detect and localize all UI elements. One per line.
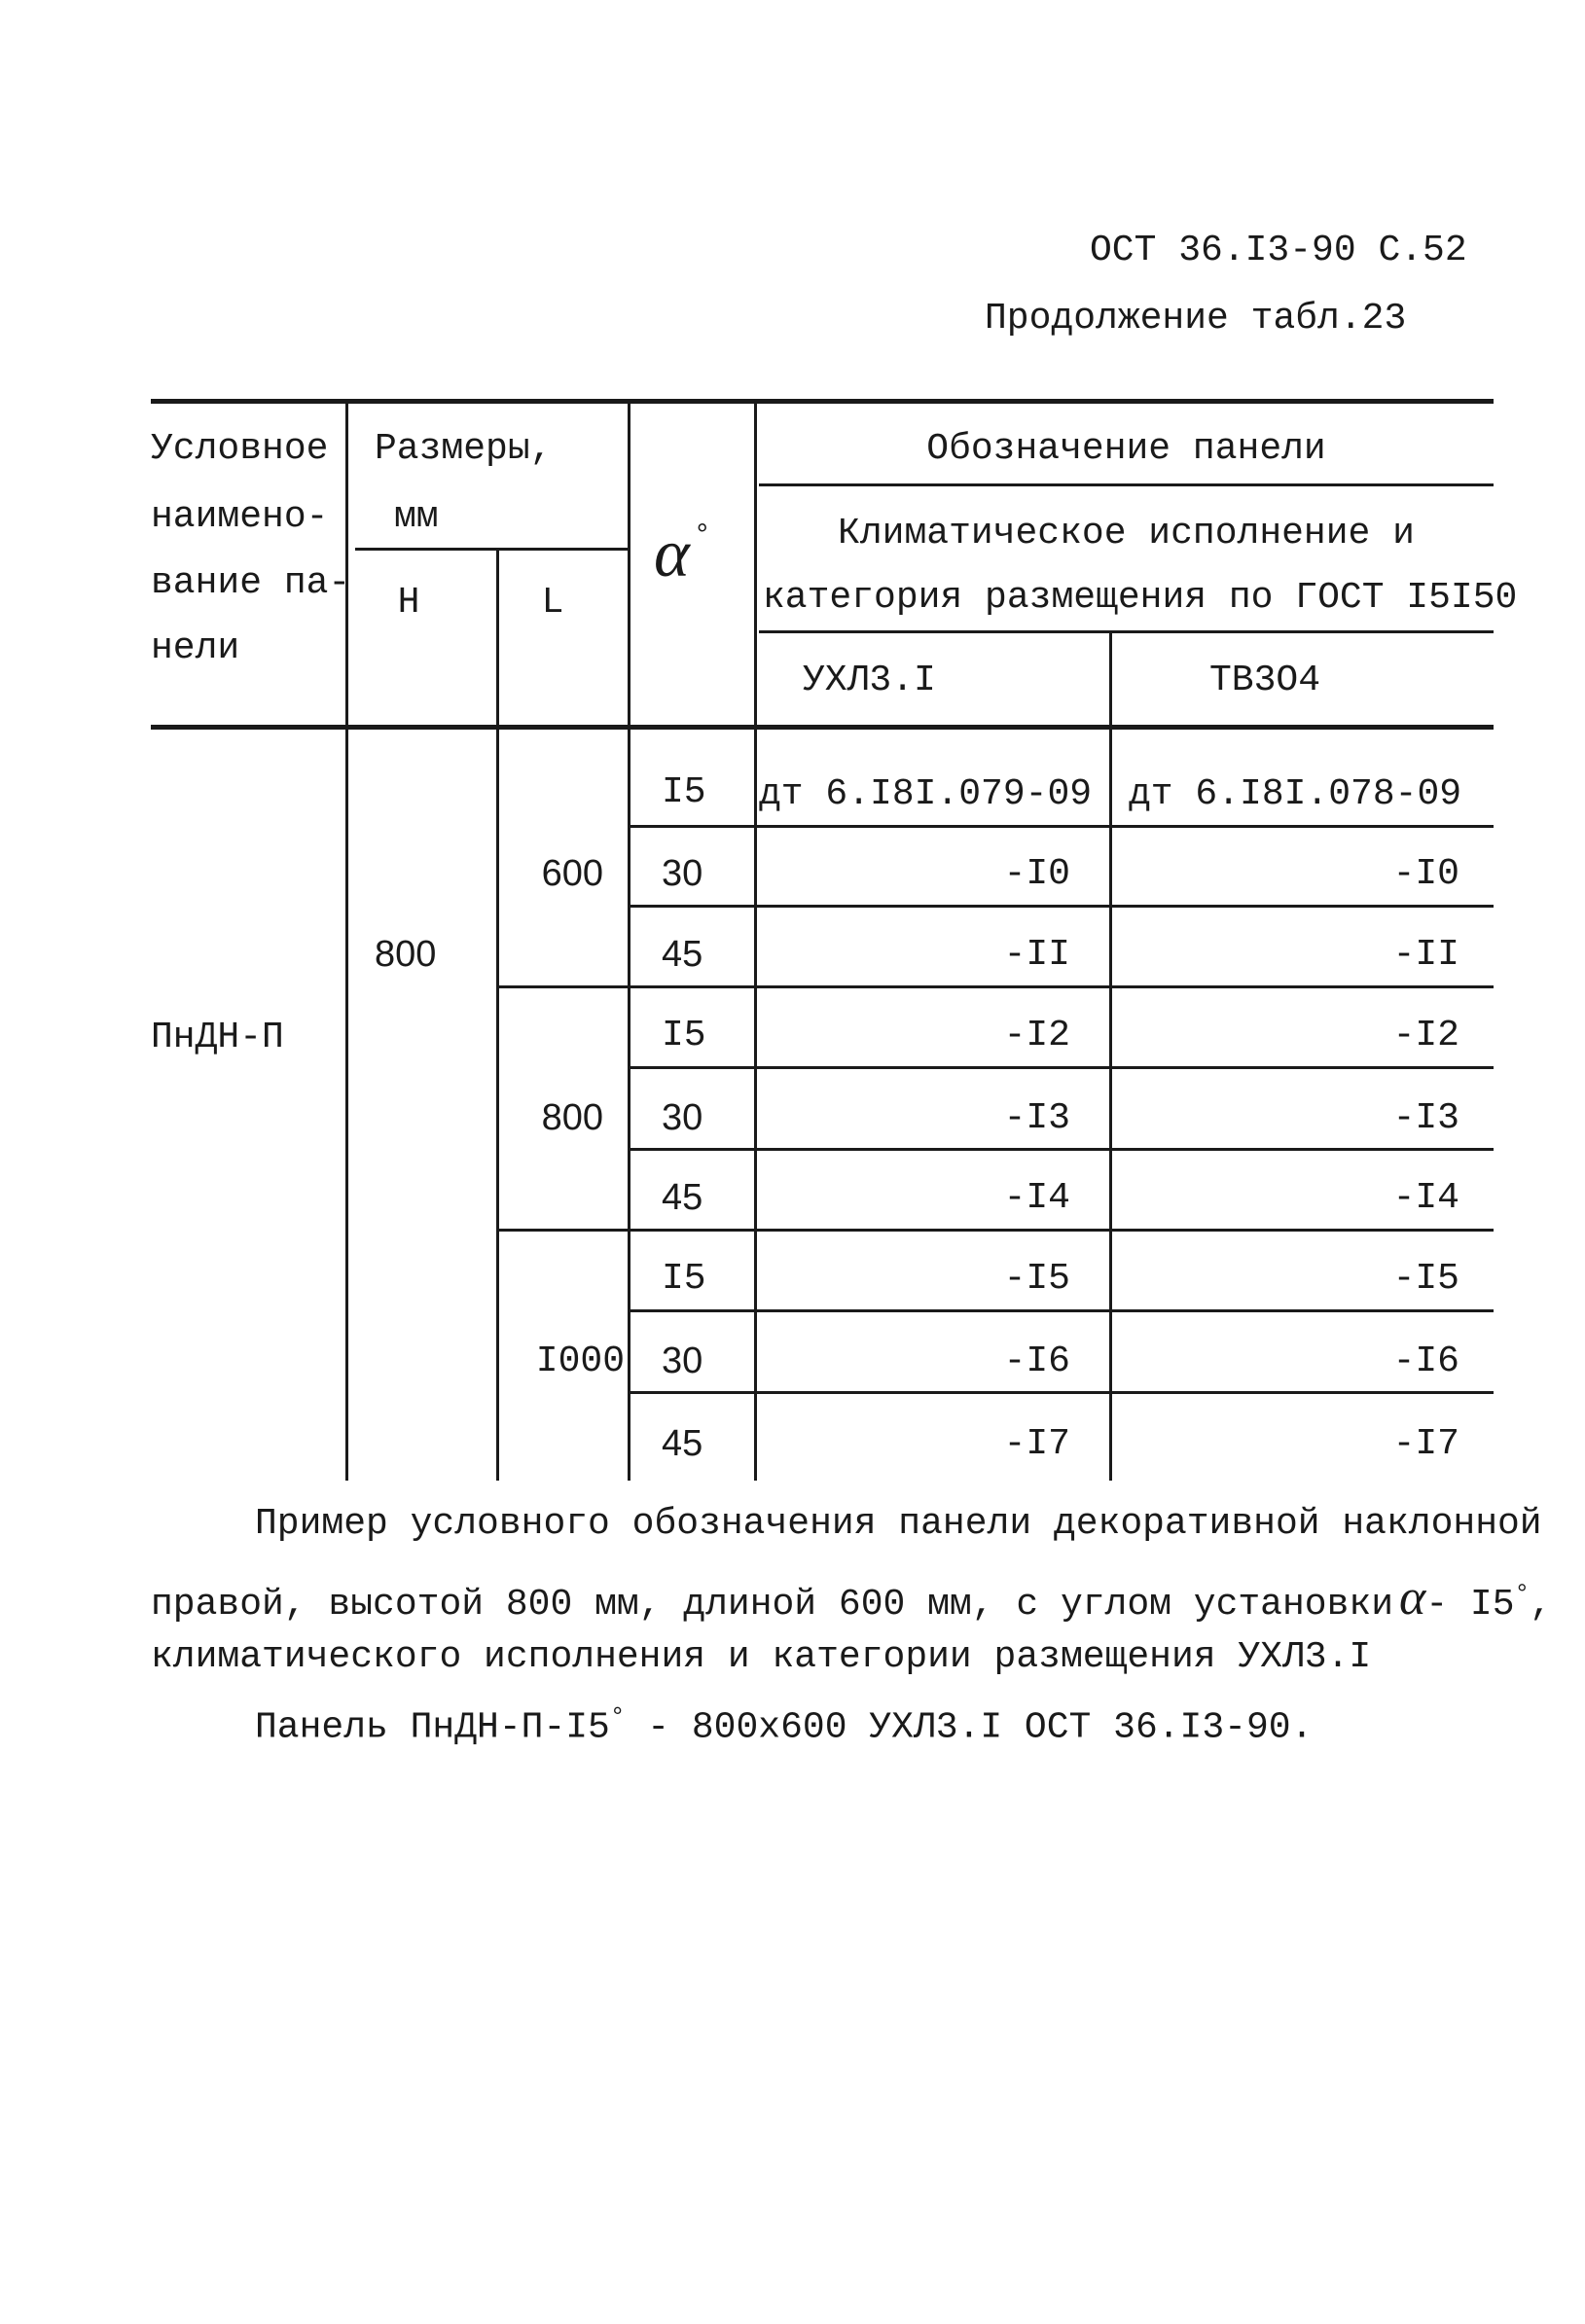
angle-cell: 45 [662, 1423, 703, 1464]
alpha-symbol: α [654, 517, 690, 591]
header-l: L [541, 582, 564, 624]
uhl-designation: -I6 [1003, 1341, 1070, 1382]
degree-symbol: ° [609, 1702, 626, 1732]
header-bottom-rule [151, 725, 1494, 730]
row-rule [628, 1148, 1494, 1151]
uhl-designation: -I0 [1003, 853, 1070, 895]
angle-cell: I5 [662, 1015, 706, 1056]
tv-designation: -I0 [1392, 853, 1459, 895]
tv-designation: дт 6.I8I.078-09 [1129, 773, 1462, 815]
header-name-line: Условное [151, 428, 329, 470]
row-rule [628, 905, 1494, 908]
row-rule [628, 1391, 1494, 1394]
tv-designation: -I6 [1392, 1341, 1459, 1382]
l-value: 600 [541, 853, 603, 894]
angle-cell: 30 [662, 853, 703, 894]
h-value: 800 [375, 934, 437, 975]
header-name-line: нели [151, 627, 240, 669]
tv-designation: -I5 [1392, 1258, 1459, 1300]
designation-rule [759, 483, 1494, 486]
table-continuation: Продолжение табл.23 [985, 298, 1407, 340]
table-top-rule [151, 399, 1494, 404]
row-rule [628, 825, 1494, 828]
row-rule [628, 1309, 1494, 1312]
example-designation-a: Панель ПнДН-П-I5 [255, 1706, 610, 1749]
angle-cell: I5 [662, 1258, 706, 1300]
degree-symbol: ° [1514, 1579, 1531, 1609]
example-comma: , [1530, 1584, 1552, 1626]
panel-name: ПнДН-П [151, 1017, 284, 1058]
climate-rule [759, 630, 1494, 633]
header-h: Н [397, 582, 420, 624]
l-value: I000 [535, 1341, 625, 1382]
tv-designation: -I4 [1392, 1177, 1459, 1219]
uhl-designation: -I7 [1003, 1423, 1070, 1465]
uhl-designation: -II [1003, 934, 1070, 976]
example-line-3: климатического исполнения и категории размещения УХЛ3.I [151, 1636, 1372, 1678]
header-sizes: Размеры, [375, 428, 553, 470]
example-line-2 [151, 1569, 1552, 1627]
vline-l [628, 401, 630, 1481]
angle-cell: 30 [662, 1097, 703, 1138]
uhl-designation: -I5 [1003, 1258, 1070, 1300]
degree-symbol: ° [693, 519, 711, 553]
angle-cell: 30 [662, 1341, 703, 1381]
header-col-tv: ТВ3О4 [1209, 660, 1321, 701]
tv-designation: -I3 [1392, 1097, 1459, 1139]
uhl-designation: -I2 [1003, 1015, 1070, 1056]
group-rule [496, 985, 1494, 988]
example-line-1: Пример условного обозначения панели декоративной наклонной [255, 1503, 1542, 1545]
example-designation-b: - 800х600 УХЛ3.I ОСТ 36.I3-90. [625, 1706, 1314, 1749]
l-value: 800 [541, 1097, 603, 1138]
tv-designation: -I7 [1392, 1423, 1459, 1465]
uhl-designation: дт 6.I8I.079-09 [759, 773, 1093, 815]
header-designation: Обозначение панели [926, 428, 1326, 470]
row-rule [628, 1066, 1494, 1069]
group-rule [496, 1229, 1494, 1232]
header-climate-line1: Климатическое исполнение и [838, 513, 1415, 554]
vline-uhl [1109, 630, 1112, 1481]
alpha-symbol: α [1399, 1570, 1426, 1626]
vline-alpha [754, 401, 757, 1481]
header-climate-line2: категория размещения по ГОСТ I5I50 [763, 577, 1518, 619]
example-line-4 [255, 1702, 1313, 1749]
header-name-line: вание па- [151, 562, 351, 604]
header-name-line: наимено- [151, 496, 329, 538]
header-alpha [654, 516, 711, 593]
angle-cell: 45 [662, 934, 703, 975]
header-sizes-unit: мм [394, 496, 439, 538]
uhl-designation: -I4 [1003, 1177, 1070, 1219]
tv-designation: -I2 [1392, 1015, 1459, 1056]
vline-h [496, 548, 499, 1481]
uhl-designation: -I3 [1003, 1097, 1070, 1139]
tv-designation: -II [1392, 934, 1459, 976]
example-angle: - I5 [1425, 1584, 1515, 1626]
angle-cell: 45 [662, 1177, 703, 1218]
example-line-2-text: правой, высотой 800 мм, длиной 600 мм, с углом установки [151, 1584, 1394, 1626]
sizes-rule [355, 548, 630, 551]
header-col-uhl: УХЛ3.I [803, 660, 936, 701]
angle-cell: I5 [662, 771, 706, 813]
document-code: ОСТ 36.I3-90 С.52 [1090, 230, 1467, 271]
